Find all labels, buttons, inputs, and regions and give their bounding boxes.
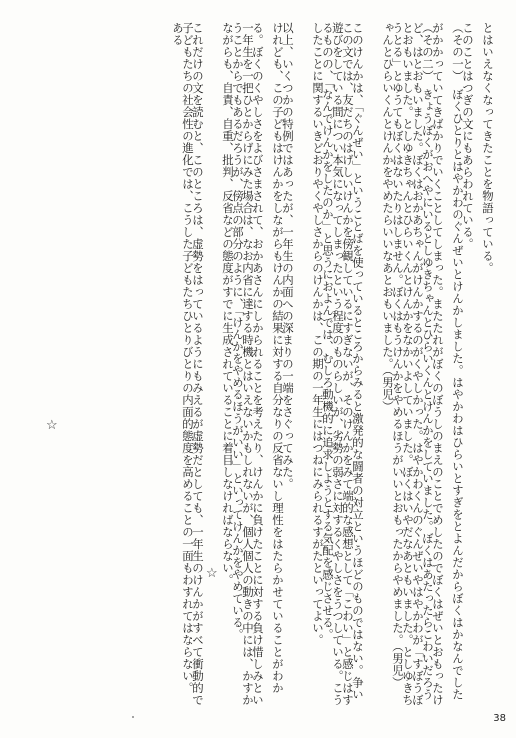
speck [132, 716, 134, 718]
page-number: 38 [493, 713, 506, 724]
right-page-text: とはいえなくなってきたことを物語っている。 このことはつぎの文にもあらわれている。 （その二） きょうぼくがおへやにいるとしゆきちゃんとひらいくんとけんかをしていました。ぼくはあたったらこわいだろうとおもいました。としゆきちゃんとひらいくんとけんかをなかいよしていました。ぼくはいやだなあともいました。としゆきちゃんとひらいくんとけんかをやめたらいいなあとおもいました。（男児） この文では、友だちのはげしいけんかを傍観しているにすぎないが、そのけんかをみて端的な感想として「こわい」と感じはするものの、「なんでけんかをしたのか」と思うにおよんでは、むしろ動機的に追求しようとする気配を感じさせる。 以上、いくつかの特例ではあったが、一年生の内面への深まりの一端をさぐってみた。 一年生を一把ひとからげにみた場合は、なお内省に達する時機とはいえないかもしれないが、個人個人の動きの中には、かすかながらも、自責、自重、批判、反省などの態度がすでに生成されていることに着目しなければならない。 子どもたちの社会性の進化では、こうした子どもたちひとりびとりの内面的態度を高めることの一面もわすれてはならない。 [181, 22, 495, 706]
left-page-text: （その一） ぼくひとりとはやかわのぐんぜいとけんかしました。はやかわはひらいとすぎをとよんだからぼくはかなんでしたがかかっていてきばかりでいくことしてしまった。またたれがぼくのぼうしのまえのことでめしたのでぼくはぜいとおもったけど、はとおもいました。ぼくはおかあちゃんがけんかするのがくやしかった。はやかわくんのぐんぜいやはやかわが「すぼうぼうとる」とゆうてもぼくはないたりはしません。ぼくはもうけんかをやめるほうがいいとおもったからやめました。（男児） このけんかは、「ぐんぜい」ということばを使っているところからみると激発的な闘者の対立というほどのものではない。争い遊びをしている間につい本気になってしまったという程度のものらしいが、劣勢の弱さに対するくやしさをうつしている。こうしたことに関するいきどおりやくやしさからのけんかは、この期の一年生にはつねにみられるすがたといってよい。 けれども、この子どもはけんかをしながらもけんかの結果に対する自分なりの反省ないし理性をはたらかせていることがわかる。ぼくのくやしさをよびさまされて、おかあさんにしかられることを考えたり、けんかに負けたことに対する負け惜しみということからでもあるだろうが、傍点の部分のように、「けんかをやめるほうがいい」といってけんかをやめている。 これだけの文を読むと、このところは、虚勢をはっているようにもみえるが虚勢だとしても、一年生のけんかがすべて衝動的である [171, 22, 465, 706]
star-ornament: ☆ [206, 566, 218, 581]
star-ornament: ☆ [46, 418, 58, 433]
